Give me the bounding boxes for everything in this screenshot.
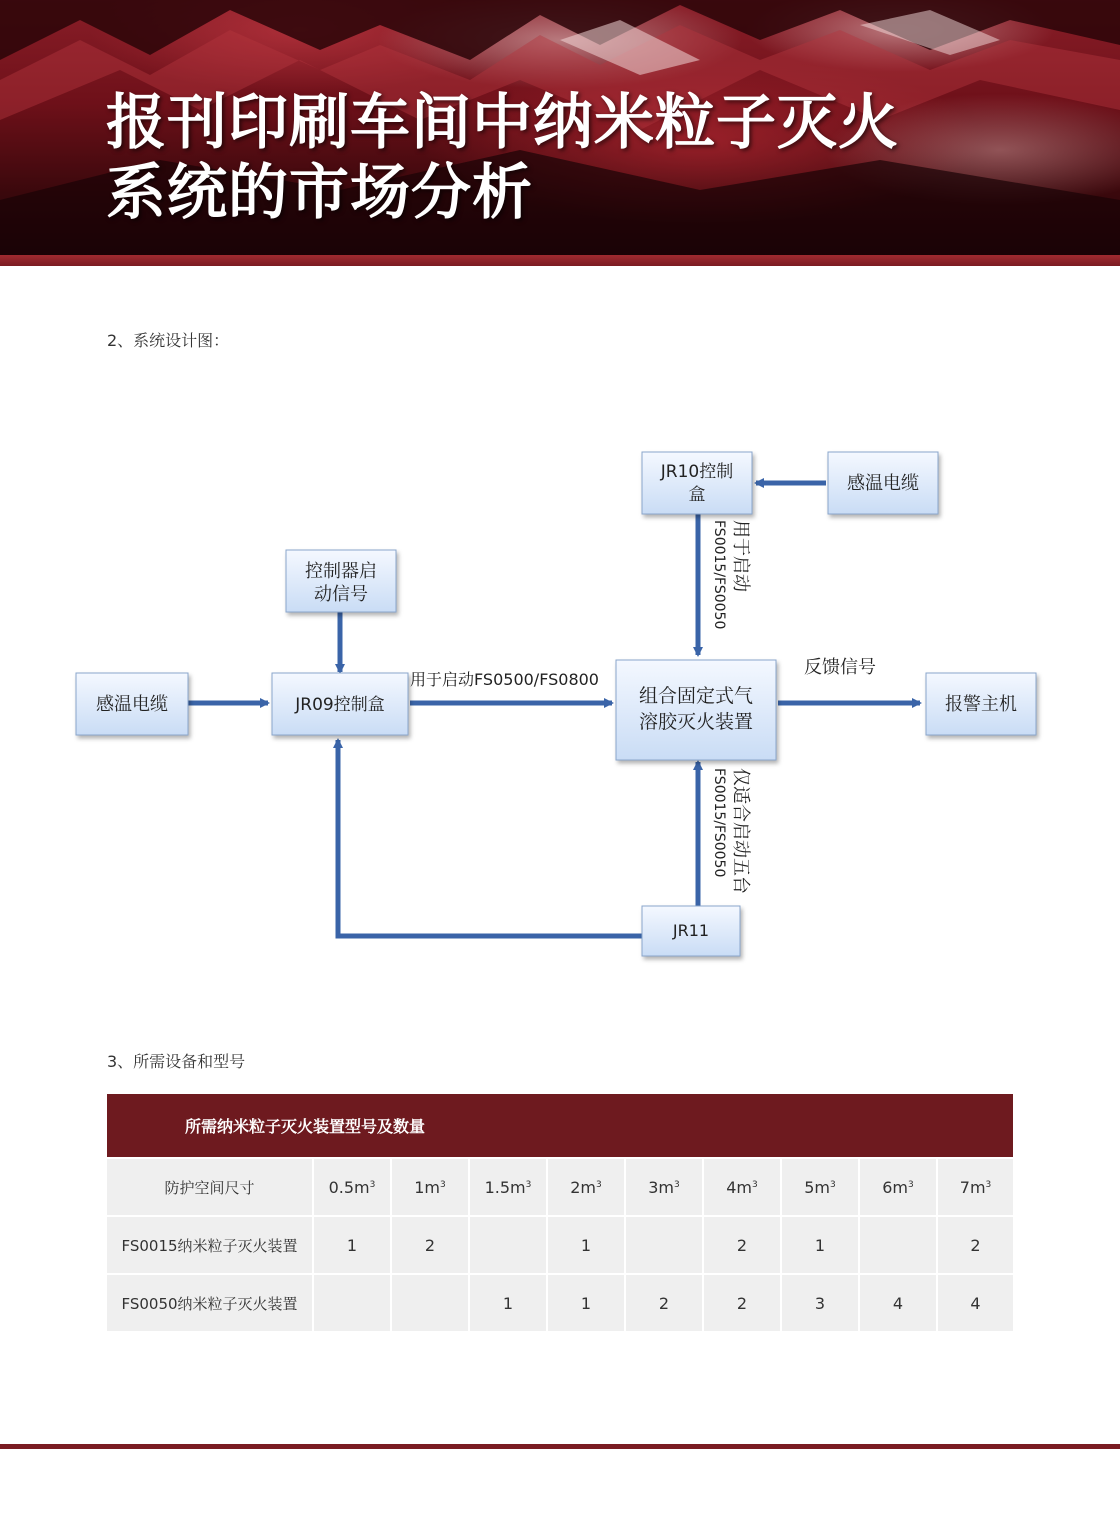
size-value: 2m <box>570 1177 597 1197</box>
node-fire-device-label-1: 组合固定式气 <box>638 685 754 707</box>
table-cell: 4 <box>937 1274 1013 1331</box>
page-title <box>106 88 899 228</box>
table-size-row <box>107 1158 1013 1216</box>
size-value: 1m <box>414 1177 441 1197</box>
table-cell: 1 <box>313 1216 391 1274</box>
size-header-cell <box>391 1158 469 1216</box>
node-jr11-label: JR11 <box>672 921 710 940</box>
node-cable-left <box>76 673 188 735</box>
banner-divider <box>0 255 1120 266</box>
footer-divider <box>0 1444 1120 1449</box>
node-controller-signal-label-2: 动信号 <box>314 584 368 605</box>
table-cell <box>625 1216 703 1274</box>
table-cell <box>469 1216 547 1274</box>
size-unit-superscript: 3 <box>674 1179 680 1190</box>
size-value: 5m <box>804 1177 831 1197</box>
title-line-2: 系统的市场分析 <box>106 158 533 228</box>
table-cell: 2 <box>703 1274 781 1331</box>
node-jr10-label-2: 盒 <box>688 485 706 505</box>
size-unit-superscript: 3 <box>752 1179 758 1190</box>
size-unit-superscript: 3 <box>985 1179 992 1190</box>
node-controller-signal-label-1: 控制器启 <box>305 561 377 582</box>
node-jr10-label-1: JR10控制 <box>660 462 734 482</box>
label-start-top <box>711 520 751 629</box>
node-cable-left-label: 感温电缆 <box>96 694 168 715</box>
node-cable-top-label: 感温电缆 <box>847 473 919 494</box>
size-value: 4m <box>726 1177 753 1197</box>
row-header-size: 防护空间尺寸 <box>107 1158 313 1216</box>
equipment-table <box>107 1094 1013 1331</box>
node-cable-top <box>828 452 938 514</box>
size-header-cell <box>469 1158 547 1216</box>
label-start-fs0500: 用于启动FS0500/FS0800 <box>410 670 599 689</box>
table-cell: 3 <box>781 1274 859 1331</box>
row-name: FS0050纳米粒子灭火装置 <box>107 1274 313 1331</box>
title-line-1: 报刊印刷车间中纳米粒子灭火 <box>106 88 899 158</box>
size-value: 1.5m <box>484 1177 526 1197</box>
size-header-cell <box>547 1158 625 1216</box>
size-value: 3m <box>648 1177 675 1197</box>
table-cell: 2 <box>625 1274 703 1331</box>
label-only-start <box>711 768 751 894</box>
node-controller-signal <box>286 550 396 612</box>
table-title: 所需纳米粒子灭火装置型号及数量 <box>107 1094 1013 1158</box>
size-header-cell <box>313 1158 391 1216</box>
table-row <box>107 1274 1013 1331</box>
node-alarm-host-label: 报警主机 <box>945 694 1017 715</box>
node-jr10 <box>642 452 752 514</box>
table-cell: 1 <box>469 1274 547 1331</box>
size-unit-superscript: 3 <box>830 1179 836 1190</box>
table-cell <box>859 1216 937 1274</box>
table-cell: 2 <box>391 1216 469 1274</box>
size-unit-superscript: 3 <box>596 1179 602 1190</box>
size-header-cell <box>703 1158 781 1216</box>
size-value: 7m <box>959 1177 986 1197</box>
table-row <box>107 1216 1013 1274</box>
size-header-cell <box>781 1158 859 1216</box>
node-jr09-label: JR09控制盒 <box>295 695 385 715</box>
node-jr09 <box>272 673 408 735</box>
label-start-top-cn: 用于启动 <box>730 520 751 592</box>
header-banner <box>0 0 1120 258</box>
size-value: 6m <box>882 1177 909 1197</box>
node-jr11 <box>642 906 740 956</box>
table-cell: 1 <box>547 1216 625 1274</box>
table-cell: 4 <box>859 1274 937 1331</box>
table-cell: 1 <box>781 1216 859 1274</box>
section-heading-design: 2、系统设计图： <box>107 331 230 350</box>
section-heading-equipment: 3、所需设备和型号 <box>107 1052 246 1071</box>
row-name: FS0015纳米粒子灭火装置 <box>107 1216 313 1274</box>
table-cell: 2 <box>703 1216 781 1274</box>
node-alarm-host <box>926 673 1036 735</box>
size-unit-superscript: 3 <box>525 1179 532 1190</box>
label-start-top-model: FS0015/FS0050 <box>711 520 727 630</box>
node-fire-device-label-2: 溶胶灭火装置 <box>638 711 754 733</box>
size-unit-superscript: 3 <box>908 1179 914 1190</box>
table-cell: 1 <box>547 1274 625 1331</box>
table-title-row <box>107 1094 1013 1158</box>
label-only-start-model: FS0015/FS0050 <box>711 768 727 878</box>
arrow-jr11-to-jr09 <box>338 740 642 936</box>
table-cell <box>313 1274 391 1331</box>
size-header-cell <box>937 1158 1013 1216</box>
table-cell <box>391 1274 469 1331</box>
size-unit-superscript: 3 <box>369 1179 376 1190</box>
size-value: 0.5m <box>328 1177 370 1197</box>
node-fire-device <box>616 660 776 760</box>
size-unit-superscript: 3 <box>440 1179 446 1190</box>
system-design-diagram <box>60 440 1060 980</box>
label-only-start-cn: 仅适合启动五台 <box>730 768 751 894</box>
size-header-cell <box>859 1158 937 1216</box>
table-cell: 2 <box>937 1216 1013 1274</box>
label-feedback: 反馈信号 <box>804 657 876 678</box>
size-header-cell <box>625 1158 703 1216</box>
